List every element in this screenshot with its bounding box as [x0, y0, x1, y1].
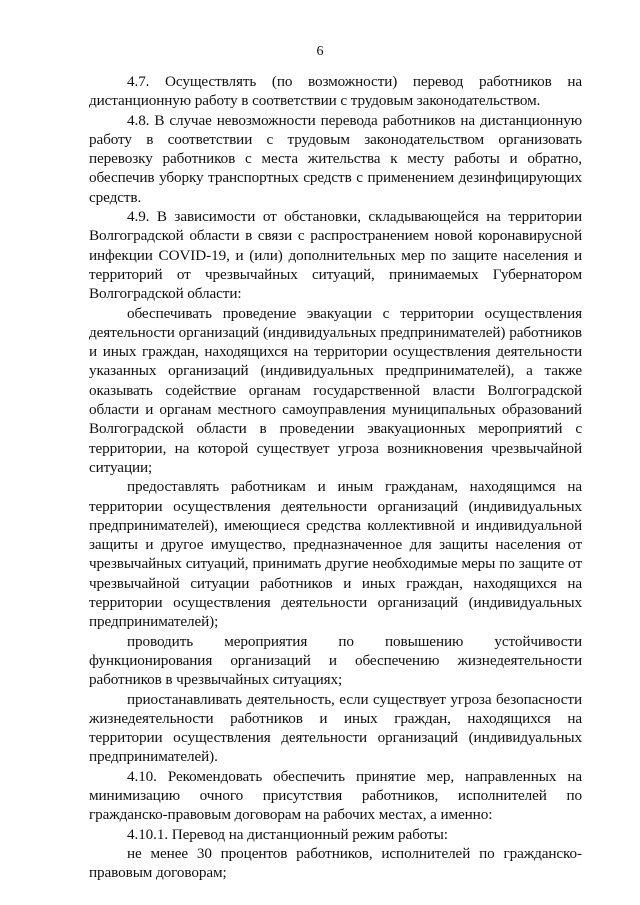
- paragraph-4-8: 4.8. В случае невозможности перевода работников на дистанционную работу в соответствии с трудовым законодательством организовать перевозку работников с места жительства к месту работы и обратно, обеспечив уборку транспортных средств с применением дезинфицирующих средств.: [89, 111, 582, 206]
- paragraph-4-10: 4.10. Рекомендовать обеспечить принятие мер, направленных на минимизацию очного присутствия работников, исполнителей по гражданско-правовым договорам на рабочих местах, а именно:: [89, 767, 582, 824]
- paragraph-4-9: 4.9. В зависимости от обстановки, складывающейся на территории Волгоградской области в связи с распространением новой коронавирусной инфекции COVID-19, и (или) дополнительных мер по защите населения и территорий от чрезвычайных ситуаций, принимаемых Губернатором Волгоградской области:: [89, 208, 582, 303]
- paragraph-4-10-1: 4.10.1. Перевод на дистанционный режим работы:: [127, 825, 448, 843]
- paragraph-4-7: 4.7. Осуществлять (по возможности) перевод работников на дистанционную работу в соответствии с трудовым законодательством.: [89, 73, 582, 110]
- paragraph-evacuation: обеспечивать проведение эвакуации с территории осуществления деятельности организаций (индивидуальных предпринимателей) работников и иных граждан, находящихся на территории осуществления деятельности указанных организаций (индивидуальных предпринимателей), а также оказывать содействие органам государственной власти Волгоградской области и органам местного самоуправления муниципальных образований Волгоградской области в проведении эвакуационных мероприятий с территории, на которой существует угроза возникновения чрезвычайной ситуации;: [89, 304, 582, 476]
- paragraph-sustainability: проводить мероприятия по повышению устойчивости функционирования организаций и обеспечению жизнедеятельности работников в чрезвычайных ситуациях;: [89, 632, 582, 689]
- paragraph-30-percent: не менее 30 процентов работников, исполнителей по гражданско-правовым договорам;: [89, 844, 582, 882]
- document-body: [89, 72, 582, 882]
- page-number: 6: [316, 44, 324, 59]
- paragraph-protection-means: предоставлять работникам и иным гражданам, находящимся на территории осуществления деятельности организаций (индивидуальных предпринимателей), имеющиеся средства коллективной и индивидуальной защиты и другое имущество, предназначенное для защиты населения от чрезвычайных ситуаций, принимать другие необходимые меры по защите от чрезвычайной ситуации работников и иных граждан, находящихся на территории осуществления деятельности организаций (индивидуальных предпринимателей);: [89, 478, 582, 631]
- paragraph-suspend-activity: приостанавливать деятельность, если существует угроза безопасности жизнедеятельности работников и иных граждан, находящихся на территории осуществления деятельности организаций (индивидуальных предпринимателей).: [89, 690, 582, 766]
